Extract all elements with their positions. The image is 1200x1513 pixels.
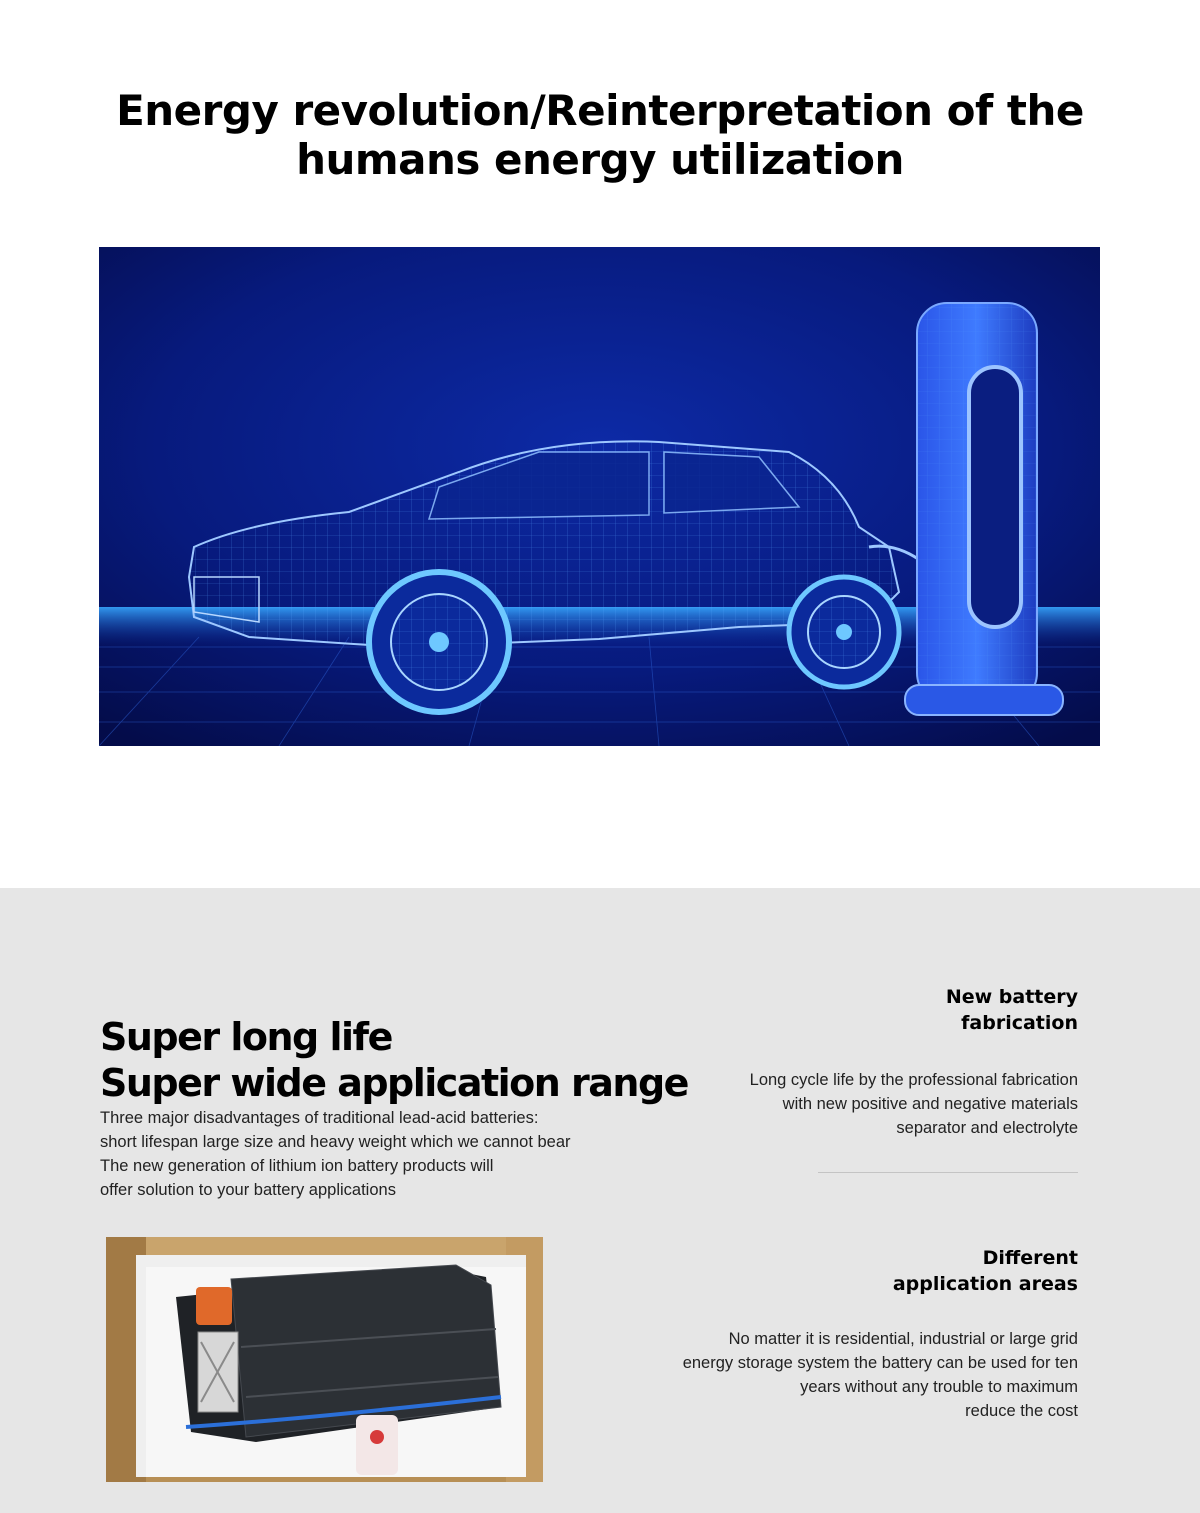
feature-title-line: New battery (945, 986, 1078, 1008)
feature-text (683, 1327, 1078, 1423)
hero-ev-charging-image (99, 247, 1100, 746)
intro-line: offer solution to your battery applications (100, 1181, 396, 1199)
headline-line-2: Super wide application range (100, 1060, 688, 1105)
feature-text-line: No matter it is residential, industrial or large grid (728, 1330, 1078, 1348)
feature-title-line: Different (982, 1247, 1078, 1269)
feature-text-line: Long cycle life by the professional fabrication (749, 1071, 1078, 1089)
feature-title-line: application areas (892, 1273, 1078, 1295)
battery-pack-photo (106, 1237, 543, 1482)
headline-line-1: Super long life (100, 1014, 392, 1059)
intro-line: short lifespan large size and heavy weight which we cannot bear (100, 1133, 571, 1151)
intro-line: The new generation of lithium ion battery products will (100, 1157, 494, 1175)
feature-title (683, 1245, 1078, 1297)
feature-text (750, 1068, 1078, 1140)
section-headline (100, 1014, 688, 1106)
feature-title-line: fabrication (961, 1012, 1078, 1034)
feature-text-line: with new positive and negative materials (782, 1095, 1078, 1113)
feature-text-line: separator and electrolyte (896, 1119, 1078, 1137)
hero-title (0, 86, 1200, 184)
hero-title-line-1: Energy revolution/Reinterpretation of the (116, 86, 1084, 136)
feature-divider (818, 1172, 1078, 1173)
feature-text-line: energy storage system the battery can be used for ten (682, 1354, 1078, 1372)
feature-text-line: years without any trouble to maximum (800, 1378, 1078, 1396)
hero-title-line-2: humans energy utilization (296, 135, 904, 185)
feature-new-battery-fabrication (750, 984, 1078, 1140)
feature-text-line: reduce the cost (965, 1402, 1078, 1420)
intro-line: Three major disadvantages of traditional lead-acid batteries: (100, 1109, 539, 1127)
feature-different-application-areas (683, 1245, 1078, 1423)
intro-paragraph (100, 1106, 660, 1202)
feature-title (750, 984, 1078, 1036)
